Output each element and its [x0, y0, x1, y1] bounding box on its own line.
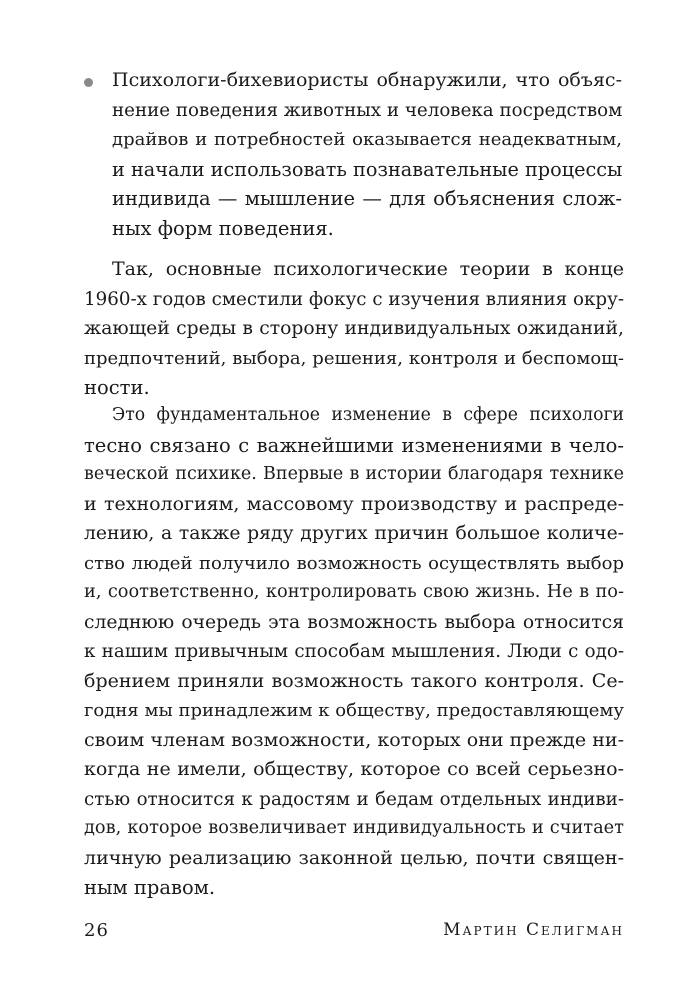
text-line: дов, которое возвеличивает индивидуальность и считает [84, 818, 624, 838]
text-line: драйвов и потребностей оказывается неадекватным, [112, 129, 622, 150]
text-line: и начали использовать познавательные процессы [112, 157, 623, 181]
text-line: когда не имели, обществу, которое со всей серьезно- [84, 758, 624, 780]
text-line: Так, основные психологические теории в конце [112, 258, 624, 280]
text-line: брением приняли возможность такого контроля. Се- [84, 669, 624, 692]
text-line: лению, а также ряду других причин большое количе- [84, 523, 624, 544]
text-line: стью относится к радостям и бедам отдельных индиви- [84, 788, 624, 810]
paragraph-change [84, 401, 624, 903]
text-line: личную реализацию законной целью, почти священ- [84, 846, 624, 869]
text-line: нение поведения животных и человека посредством [112, 99, 623, 121]
text-line: и технологиям, массовому производству и распреде- [84, 492, 624, 515]
text-line: к нашим привычным способам мышления. Люди с одо- [84, 641, 624, 662]
text-line: своим членам возможности, которых они прежде ни- [84, 728, 624, 751]
paragraph-theories [84, 255, 624, 403]
text-line: следнюю очередь эта возможность выбора относится [84, 611, 624, 633]
text-line: ным правом. [84, 876, 216, 899]
page-number: 26 [84, 920, 109, 941]
text-line: Психологи-бихевиористы обнаружили, что объяс- [112, 69, 622, 91]
text-line: ности. [84, 376, 150, 399]
bullet-dot-icon [84, 78, 93, 87]
text-line: 1960-х годов сместили фокус с изучения влияния окру- [84, 288, 624, 310]
text-line: жающей среды в сторону индивидуальных ожиданий, [84, 318, 624, 339]
text-line: ных форм поведения. [112, 216, 334, 240]
running-footer-author: Мартин Селигман [443, 920, 624, 940]
text-line: годня мы принадлежим к обществу, предоставляющему [84, 700, 624, 721]
text-line: индивида — мышление — для объяснения слож- [112, 187, 622, 210]
text-line: предпочтений, выбора, решения, контроля и беспомощ- [84, 347, 624, 369]
bullet-text [112, 66, 622, 243]
text-line: ство людей получило возможность осуществлять выбор [84, 552, 624, 574]
text-line: веческой психике. Впервые в истории благодаря технике [84, 464, 624, 484]
text-line: тесно связано с важнейшими изменениями в чело- [84, 433, 624, 457]
text-line: Это фундаментальное изменение в сфере психологи [112, 405, 624, 425]
text-line: и, соответственно, контролировать свою жизнь. Не в по- [84, 582, 624, 602]
